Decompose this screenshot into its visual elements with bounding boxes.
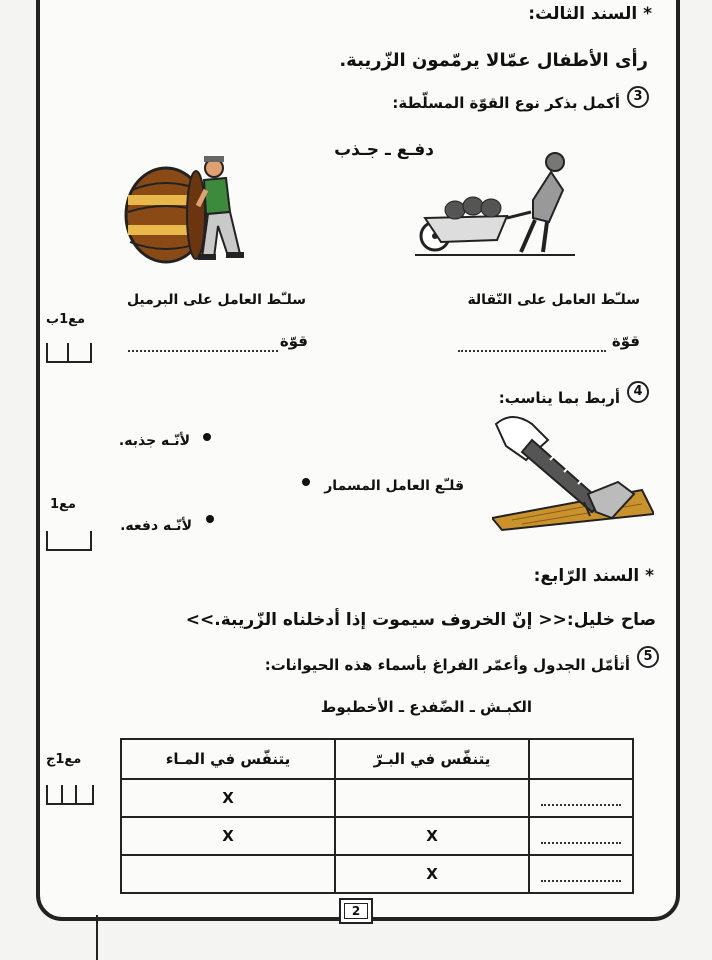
cell-land-3: X — [335, 855, 529, 893]
cell-water-1: X — [121, 779, 335, 817]
cell-water-3 — [121, 855, 335, 893]
bullet-push — [206, 515, 214, 523]
header-name-column — [529, 739, 633, 779]
cell-name-3[interactable] — [529, 855, 633, 893]
bullet-center — [302, 478, 310, 486]
cell-land-1 — [335, 779, 529, 817]
match-center-text[interactable]: قلـّع العامل المسمار — [324, 478, 464, 494]
label-cart-force: سلـّط العامل على النّقالة — [467, 292, 640, 308]
question-number-5: 5 — [637, 646, 659, 668]
section4-title: * السند الرّابع: — [533, 566, 654, 586]
section4-quote: صاح خليل:<< إنّ الخروف سيموت إذا أدخلناه الزّريبة.>> — [185, 610, 656, 630]
header-land: يتنفّس في البـرّ — [335, 739, 529, 779]
cell-name-1[interactable] — [529, 779, 633, 817]
match-option-pull[interactable]: لأنّـه جذبه. — [118, 433, 190, 449]
question-3-text: أكمل بذكر نوع القوّة المسلّطة: — [392, 94, 620, 112]
answer-blank-barrel[interactable] — [128, 350, 278, 352]
table-row — [121, 817, 633, 855]
section3-title: * السند الثالث: — [528, 4, 652, 24]
force-word-barrel: قوّة — [279, 332, 308, 350]
section3-intro: رأى الأطفال عمّالا يرمّمون الزّريبة. — [339, 50, 648, 71]
question-4-text: أربط بما يناسب: — [498, 389, 620, 407]
bullet-pull — [203, 433, 211, 441]
cell-water-2: X — [121, 817, 335, 855]
page-edge-line — [96, 915, 98, 960]
worker-pushing-barrel-illustration — [118, 150, 268, 268]
page-number: 2 — [339, 898, 373, 924]
grading-box-2[interactable] — [46, 531, 92, 551]
question-number-3: 3 — [627, 86, 649, 108]
cell-name-2[interactable] — [529, 817, 633, 855]
grading-mark-3: مع1ج — [46, 752, 82, 767]
force-word-cart: قوّة — [611, 332, 640, 350]
table-row — [121, 855, 633, 893]
grading-mark-1: مع1ب — [46, 312, 86, 327]
grading-box-3[interactable] — [46, 785, 94, 805]
header-water: يتنفّس في المـاء — [121, 739, 335, 779]
grading-box-1[interactable] — [46, 343, 92, 363]
question-number-4: 4 — [627, 381, 649, 403]
answer-blank-cart[interactable] — [458, 350, 606, 352]
label-barrel-force: سلـّط العامل على البرميل — [126, 292, 306, 308]
cell-land-2: X — [335, 817, 529, 855]
grading-mark-2: مع1 — [50, 497, 76, 512]
hammer-pulling-nail-illustration — [492, 410, 654, 532]
worker-wheelbarrow-illustration — [415, 150, 575, 262]
match-option-push[interactable]: لأنّـه دفعه. — [120, 518, 192, 534]
animals-table — [120, 738, 634, 894]
force-options: دفـع ـ جـذب — [334, 140, 434, 160]
question-5-text: أتأمّل الجدول وأعمّر الفراغ بأسماء هذه الحيوانات: — [264, 656, 630, 674]
table-row — [121, 779, 633, 817]
animal-words: الكبـش ـ الضّفدع ـ الأخطبوط — [320, 698, 532, 716]
